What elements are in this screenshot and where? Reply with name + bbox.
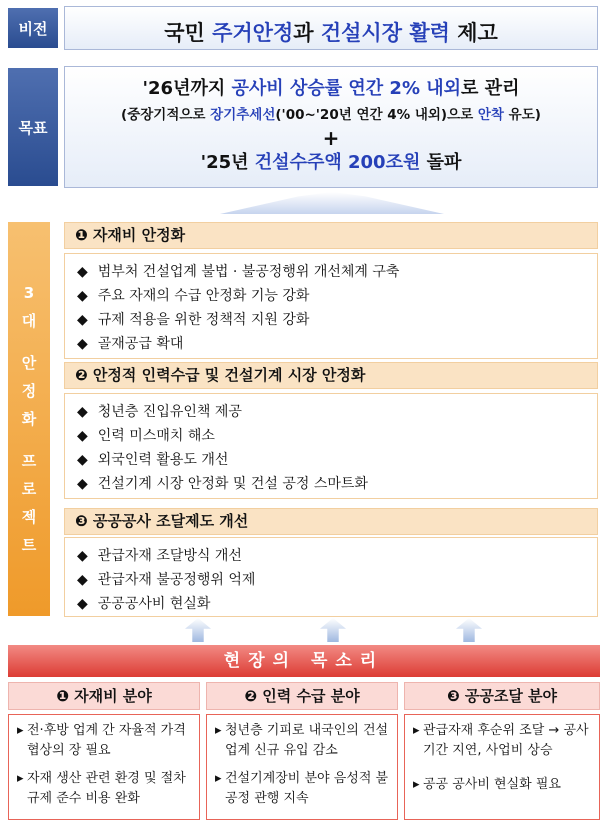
project-1-list bbox=[64, 253, 598, 359]
voice-item bbox=[413, 775, 591, 795]
side-label-char: 젝 bbox=[21, 508, 37, 526]
voice-item-text: 자재 생산 관련 환경 및 절차규제 준수 비용 완화 bbox=[27, 771, 186, 806]
goal-text: '25년 bbox=[200, 152, 255, 173]
side-label-char: 정 bbox=[21, 382, 37, 400]
voice-item bbox=[413, 721, 591, 761]
project-3-list bbox=[64, 537, 598, 617]
project-3-bullet: ◆ 관급자재 불공정행위 억제 bbox=[77, 568, 585, 592]
voice-column-1-title: ❶ 자재비 분야 bbox=[8, 682, 200, 710]
goal-highlight-cost: 공사비 상승률 연간 2% 내외 bbox=[231, 78, 462, 99]
vision-text-part: 과 bbox=[293, 21, 321, 45]
goal-line-trend bbox=[65, 103, 597, 127]
goal-text: (중장기적으로 bbox=[121, 107, 211, 123]
voice-column-1 bbox=[8, 714, 200, 820]
voice-column-2 bbox=[206, 714, 398, 820]
project-1-bullet: ◆ 규제 적용을 위한 정책적 지원 강화 bbox=[77, 308, 585, 332]
project-3-bullet: ◆ 관급자재 조달방식 개선 bbox=[77, 544, 585, 568]
voice-item bbox=[215, 721, 389, 761]
project-2-bullet: ◆ 외국인력 활용도 개선 bbox=[77, 448, 585, 472]
goal-text: 유도) bbox=[503, 107, 541, 123]
project-2-bullet: ◆ 건설기계 시장 안정화 및 건설 공정 스마트화 bbox=[77, 472, 585, 496]
voice-item-text: 관급자재 후순위 조달 → 공사기간 지연, 사업비 상승 bbox=[423, 723, 589, 758]
project-2-bullet: ◆ 인력 미스매치 해소 bbox=[77, 424, 585, 448]
goal-text: 로 관리 bbox=[461, 78, 520, 99]
bullet-icon: ▸ bbox=[413, 723, 420, 738]
bullet-icon: ▸ bbox=[17, 723, 24, 738]
goal-box bbox=[64, 66, 598, 188]
goal-line-orders bbox=[65, 149, 597, 177]
voice-item bbox=[17, 769, 191, 809]
up-arrow-large bbox=[220, 192, 444, 214]
goal-text: ('00~'20년 연간 4% 내외)으로 bbox=[275, 107, 478, 123]
goal-text: 돌파 bbox=[420, 152, 462, 173]
project-1-bullet: ◆ 주요 자재의 수급 안정화 기능 강화 bbox=[77, 284, 585, 308]
vision-text-part: 제고 bbox=[449, 21, 498, 45]
goal-text: '26년까지 bbox=[142, 78, 232, 99]
voices-title: 현장의 목소리 bbox=[8, 645, 600, 677]
project-3-title: ❸ 공공공사 조달제도 개선 bbox=[64, 508, 598, 535]
voice-item-text: 공공 공사비 현실화 필요 bbox=[423, 777, 561, 792]
side-label-char: 3 bbox=[23, 284, 35, 302]
vision-label: 비전 bbox=[8, 8, 58, 48]
projects-side-label bbox=[8, 222, 50, 616]
bullet-icon: ▸ bbox=[215, 771, 222, 786]
project-1-title: ❶ 자재비 안정화 bbox=[64, 222, 598, 249]
bullet-icon: ▸ bbox=[413, 777, 420, 792]
project-2-list bbox=[64, 393, 598, 499]
vision-text-part: 국민 bbox=[164, 21, 213, 45]
voice-item bbox=[17, 721, 191, 761]
side-label-char: 프 bbox=[21, 452, 37, 470]
goal-highlight-trend: 장기추세선 bbox=[210, 107, 276, 123]
goal-plus: + bbox=[322, 126, 340, 150]
goal-label: 목표 bbox=[8, 68, 58, 186]
project-1-bullet: ◆ 골재공급 확대 bbox=[77, 332, 585, 356]
side-label-char: 로 bbox=[21, 480, 37, 498]
up-arrow-small bbox=[456, 618, 482, 642]
voice-item-text: 청년층 기피로 내국인의 건설업계 신규 유입 감소 bbox=[225, 723, 389, 758]
goal-highlight-settle: 안착 bbox=[477, 107, 504, 123]
project-2-title: ❷ 안정적 인력수급 및 건설기계 시장 안정화 bbox=[64, 362, 598, 389]
up-arrow-small bbox=[320, 618, 346, 642]
side-label-char: 안 bbox=[21, 354, 37, 372]
side-label-char: 화 bbox=[21, 410, 37, 428]
vision-highlight-housing: 주거안정 bbox=[212, 21, 294, 45]
voice-column-2-title: ❷ 인력 수급 분야 bbox=[206, 682, 398, 710]
voice-item-text: 건설기계장비 분야 음성적 불공정 관행 지속 bbox=[225, 771, 389, 806]
project-3-bullet: ◆ 공공공사비 현실화 bbox=[77, 592, 585, 616]
goal-line-cost bbox=[65, 75, 597, 103]
voice-column-3-title: ❸ 공공조달 분야 bbox=[404, 682, 600, 710]
project-1-bullet: ◆ 범부처 건설업계 불법 · 불공정행위 개선체계 구축 bbox=[77, 260, 585, 284]
side-label-char: 대 bbox=[21, 312, 37, 330]
up-arrow-small bbox=[185, 618, 211, 642]
vision-statement bbox=[65, 17, 597, 47]
side-label-char: 트 bbox=[21, 536, 37, 554]
voice-column-3 bbox=[404, 714, 600, 820]
goal-highlight-orders: 건설수주액 200조원 bbox=[254, 152, 421, 173]
vision-highlight-market: 건설시장 활력 bbox=[320, 21, 450, 45]
project-2-bullet: ◆ 청년층 진입유인책 제공 bbox=[77, 400, 585, 424]
bullet-icon: ▸ bbox=[215, 723, 222, 738]
vision-box bbox=[64, 6, 598, 50]
voice-item bbox=[215, 769, 389, 809]
bullet-icon: ▸ bbox=[17, 771, 24, 786]
voice-item-text: 전·후방 업계 간 자율적 가격협상의 장 필요 bbox=[27, 723, 186, 758]
